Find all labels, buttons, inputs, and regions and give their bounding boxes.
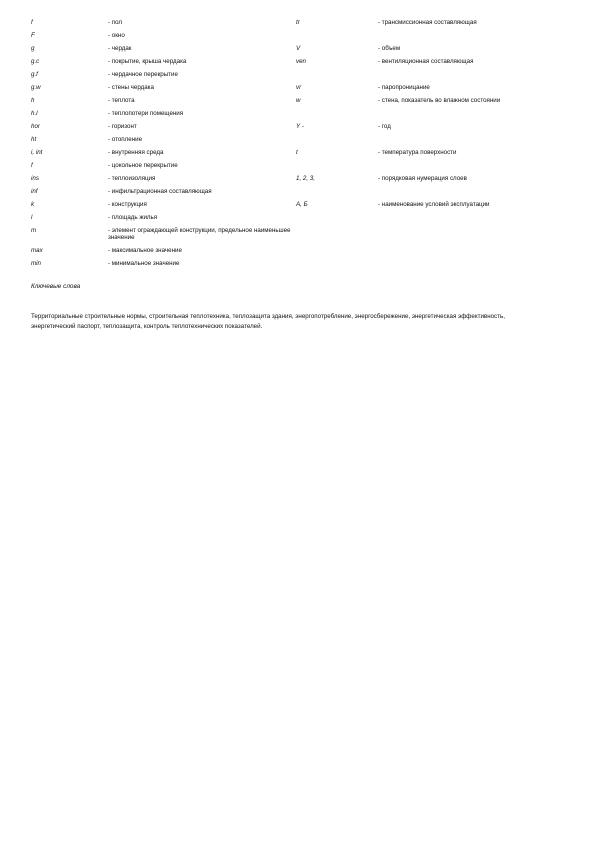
abbreviation-row	[31, 32, 571, 39]
abbreviation-symbol	[296, 71, 378, 78]
abbreviation-symbol	[296, 214, 378, 221]
abbreviation-row	[31, 19, 571, 26]
abbreviation-description: - элемент ограждающей конструкции, предельное наименьшее значение	[108, 227, 291, 242]
abbreviation-description	[378, 260, 571, 267]
abbreviation-description: - минимальное значение	[108, 260, 180, 268]
abbreviation-description: - наименование условий эксплуатации	[378, 201, 490, 208]
abbreviation-row	[31, 175, 571, 182]
abbreviation-symbol: ins	[31, 175, 39, 182]
abbreviation-symbol: f	[31, 162, 33, 169]
abbreviation-description	[378, 136, 571, 143]
abbreviation-symbol: m	[31, 227, 37, 234]
abbreviation-symbol: g.w	[31, 84, 41, 91]
abbreviation-row	[31, 162, 571, 169]
abbreviation-symbol: F	[31, 32, 35, 39]
abbreviation-description: - максимальное значение	[108, 247, 182, 255]
abbreviation-row	[31, 149, 571, 156]
abbreviation-symbol	[296, 110, 378, 117]
abbreviation-description	[378, 188, 571, 195]
abbreviation-symbol: i, int	[31, 149, 43, 156]
abbreviation-row	[31, 58, 571, 65]
abbreviation-description: - трансмиссионная составляющая	[378, 19, 477, 26]
keywords-heading: Ключевые слова	[31, 283, 81, 290]
abbreviation-row	[31, 227, 571, 242]
abbreviation-description: - порядковая нумерация слоев	[378, 175, 467, 182]
abbreviation-symbol: Y -	[296, 123, 304, 130]
abbreviation-description: - окно	[108, 32, 125, 39]
abbreviation-symbol	[296, 247, 378, 254]
abbreviation-row	[31, 247, 571, 254]
abbreviation-description: - чердак	[108, 45, 132, 52]
abbreviation-symbol	[296, 32, 378, 39]
abbreviation-symbol	[296, 162, 378, 169]
abbreviation-description: - внутренняя среда	[108, 149, 164, 156]
abbreviation-symbol	[296, 188, 378, 195]
abbreviation-symbol: max	[31, 247, 43, 255]
abbreviation-symbol: ht	[31, 136, 37, 143]
abbreviation-description	[378, 110, 571, 117]
abbreviation-description: - стена, показатель во влажном состоянии	[378, 97, 501, 104]
abbreviation-description	[378, 162, 571, 169]
abbreviation-description: - год	[378, 123, 391, 130]
abbreviation-description	[378, 227, 571, 242]
abbreviation-symbol: g	[31, 45, 35, 52]
abbreviation-symbol: h	[31, 97, 35, 104]
abbreviation-description: - теплота	[108, 97, 135, 104]
abbreviation-description: - чердачное перекрытие	[108, 71, 178, 78]
abbreviation-description: - площадь жилья	[108, 214, 158, 221]
abbreviation-symbol: g.f	[31, 71, 38, 78]
abbreviation-description	[378, 32, 571, 39]
abbreviation-symbol: hor	[31, 123, 40, 130]
abbreviation-description: - инфильтрационная составляющая	[108, 188, 212, 195]
abbreviations-table	[31, 19, 571, 273]
abbreviation-description: - паропроницание	[378, 84, 430, 91]
abbreviation-symbol: h.l	[31, 110, 38, 117]
abbreviation-description: - теплопотери помещения	[108, 110, 184, 117]
abbreviation-symbol	[296, 227, 378, 242]
abbreviation-row	[31, 260, 571, 267]
abbreviation-description: - вентиляционная составляющая	[378, 58, 474, 65]
abbreviation-symbol: w	[296, 97, 301, 104]
abbreviation-symbol	[296, 260, 378, 267]
abbreviation-symbol: V	[296, 45, 301, 52]
abbreviation-row	[31, 188, 571, 195]
abbreviation-symbol: tr	[296, 19, 300, 26]
abbreviation-symbol: 1, 2, 3,	[296, 175, 315, 182]
abbreviation-description: - температура поверхности	[378, 149, 457, 156]
abbreviation-description: - отопление	[108, 136, 143, 143]
keywords-text: Территориальные строительные нормы, строительная теплотехника, теплозащита здания, энергопотребление, энергосбережение, энергетическая эффективность, энергетический паспорт, теплозащита, контроль теплотехнических показателей.	[31, 313, 505, 331]
abbreviation-row	[31, 201, 571, 208]
abbreviation-description	[378, 247, 571, 254]
abbreviation-symbol: k	[31, 201, 35, 208]
abbreviation-description: - покрытие, крыша чердака	[108, 58, 187, 65]
abbreviation-row	[31, 84, 571, 91]
abbreviation-description: - горизонт	[108, 123, 137, 130]
abbreviation-description: - стены чердака	[108, 84, 154, 91]
abbreviation-description: - теплоизоляция	[108, 175, 156, 182]
abbreviation-symbol: g.c	[31, 58, 40, 65]
abbreviation-description: - цокольное перекрытие	[108, 162, 178, 169]
abbreviation-description: - пол	[108, 19, 123, 26]
abbreviation-row	[31, 71, 571, 78]
abbreviation-symbol: vr	[296, 84, 302, 91]
abbreviation-description	[378, 214, 571, 221]
abbreviation-row	[31, 136, 571, 143]
abbreviation-description: - объем	[378, 45, 401, 52]
abbreviation-symbol	[296, 136, 378, 143]
abbreviation-symbol: f	[31, 19, 33, 26]
abbreviation-row	[31, 110, 571, 117]
abbreviation-symbol: А, Б	[296, 201, 308, 208]
abbreviation-symbol: ven	[296, 58, 306, 65]
abbreviation-row	[31, 123, 571, 130]
abbreviation-symbol: l	[31, 214, 33, 221]
abbreviation-symbol: min	[31, 260, 41, 268]
abbreviation-row	[31, 45, 571, 52]
abbreviation-row	[31, 97, 571, 104]
abbreviation-symbol: t	[296, 149, 298, 156]
abbreviation-description: - конструкция	[108, 201, 147, 208]
abbreviation-symbol: inf	[31, 188, 38, 195]
abbreviation-row	[31, 214, 571, 221]
abbreviation-description	[378, 71, 571, 78]
